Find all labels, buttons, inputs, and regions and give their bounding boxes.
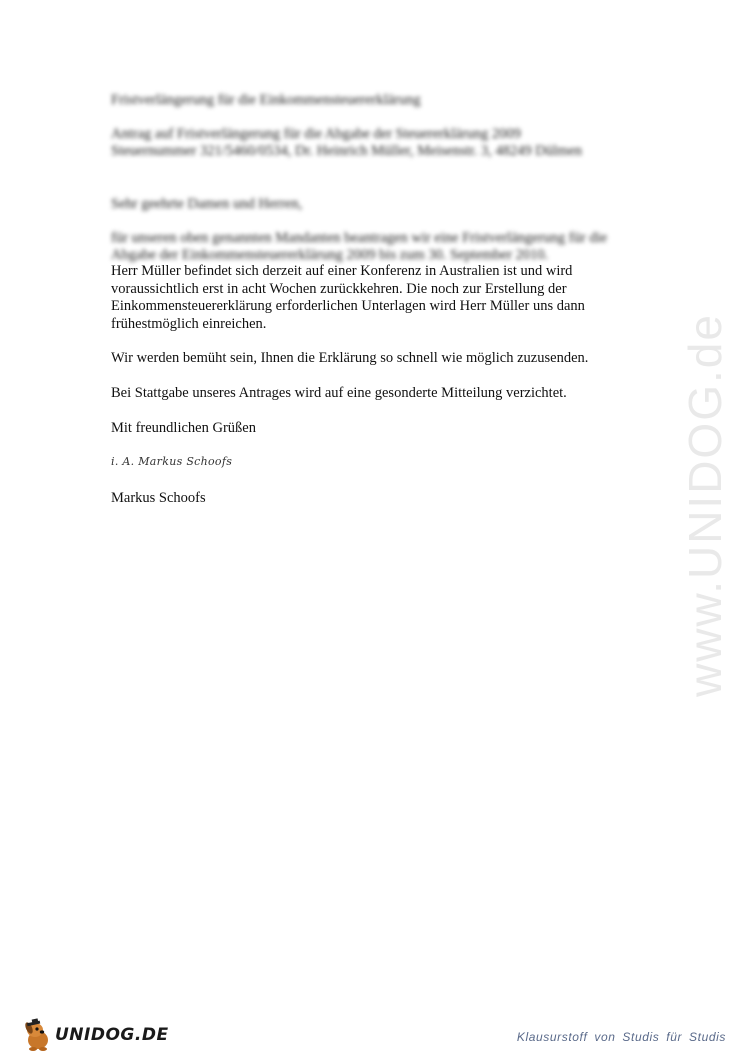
watermark-text: www.UNIDOG.de <box>679 313 731 697</box>
signer-name: Markus Schoofs <box>111 490 206 506</box>
body-paragraph-2: Wir werden bemüht sein, Ihnen die Erklärung so schnell wie möglich zuzusenden. <box>111 350 589 366</box>
dog-mascot-icon <box>22 1018 54 1052</box>
intro-line-2: Abgabe der Einkommensteuererklärung 2009 bis zum 30. September 2010. <box>111 247 549 263</box>
logo-text: UNIDOG.DE <box>55 1025 169 1045</box>
footer-tagline: Klausurstoff von Studis für Studis <box>516 1030 726 1044</box>
letter-salutation: Sehr geehrte Damen und Herren, <box>111 196 303 212</box>
handwritten-signature: i. A. Markus Schoofs <box>111 455 233 468</box>
unidog-logo[interactable] <box>22 1018 169 1052</box>
intro-line-1: für unseren oben genannten Mandanten beantragen wir eine Fristverlängerung für die <box>111 230 608 246</box>
request-line-2: Steuernummer 321/5460/0534, Dr. Heinrich Müller, Meisenstr. 3, 48249 Dülmen <box>111 143 583 159</box>
body-paragraph-1: Herr Müller befindet sich derzeit auf einer Konferenz in Australien ist und wird voraussichtlich erst in acht Wochen zurückkehren. Die noch zur Erstellung der Einkommensteuererklärung erforderlichen Unterlagen wird Herr Müller uns dann frühestmöglich einreichen. <box>111 263 585 332</box>
letter-closing: Mit freundlichen Grüßen <box>111 420 256 436</box>
request-line-1: Antrag auf Fristverlängerung für die Abgabe der Steuererklärung 2009 <box>111 126 521 142</box>
body-paragraph-3: Bei Stattgabe unseres Antrages wird auf eine gesonderte Mitteilung verzichtet. <box>111 385 567 401</box>
letter-subject: Fristverlängerung für die Einkommensteuererklärung <box>111 92 421 108</box>
